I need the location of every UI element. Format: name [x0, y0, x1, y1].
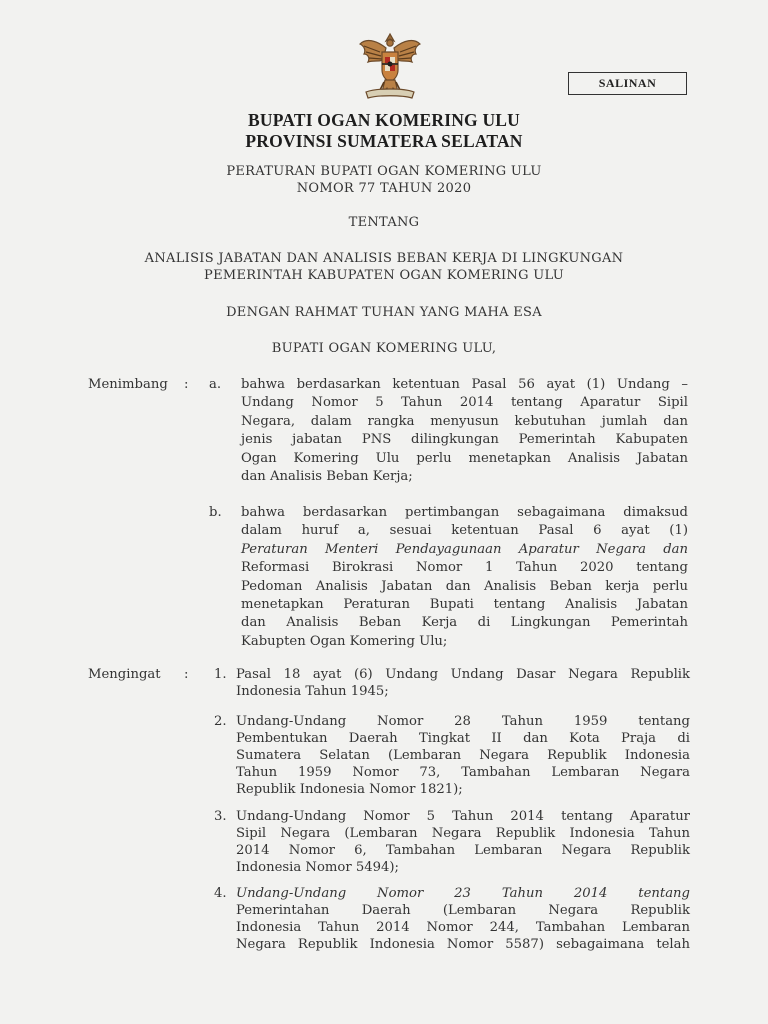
regulation-line-1: PERATURAN BUPATI OGAN KOMERING ULU	[226, 164, 542, 179]
title-line-1: BUPATI OGAN KOMERING ULU	[247, 110, 520, 130]
mengingat-label: Mengingat	[88, 667, 161, 682]
menimbang-item-b	[241, 504, 688, 651]
text-line: Sumatera Selatan (Lembaran Negara Republik Indonesia	[236, 748, 690, 763]
title-line-2: PROVINSI SUMATERA SELATAN	[245, 131, 523, 151]
mengingat-marker-1: 1.	[214, 667, 227, 682]
menimbang-marker-a: a.	[209, 377, 222, 392]
text-line: Negara, dalam rangka menyusun kebutuhan jumlah dan	[241, 413, 688, 429]
text-line: 2014 Nomor 6, Tambahan Lembaran Negara Republik	[236, 843, 690, 858]
subject-line-2: PEMERINTAH KABUPATEN OGAN KOMERING ULU	[204, 268, 564, 283]
text-line: Pedoman Analisis Jabatan dan Analisis Beban kerja perlu	[241, 578, 688, 594]
text-line: Indonesia Nomor 5494);	[236, 860, 399, 875]
menimbang-label: Menimbang	[88, 377, 168, 392]
salinan-badge: SALINAN	[568, 72, 687, 95]
mengingat-colon: :	[184, 667, 189, 682]
regulation-line-2: NOMOR 77 TAHUN 2020	[296, 181, 472, 196]
text-line: Pemerintahan Daerah (Lembaran Negara Republik	[236, 903, 690, 918]
text-line: Sipil Negara (Lembaran Negara Republik Indonesia Tahun	[236, 826, 690, 841]
text-line: Pasal 18 ayat (6) Undang Undang Dasar Negara Republik	[236, 667, 690, 682]
mengingat-item-1	[236, 666, 690, 700]
text-line: Indonesia Tahun 2014 Nomor 244, Tambahan Lembaran	[236, 920, 690, 935]
text-line: Undang Nomor 5 Tahun 2014 tentang Aparatur Sipil	[241, 395, 688, 411]
menimbang-item-a	[241, 376, 688, 486]
text-line: dan Analisis Beban Kerja;	[241, 468, 413, 484]
menimbang-marker-b: b.	[209, 505, 222, 520]
menimbang-colon: :	[184, 377, 189, 392]
text-line: menetapkan Peraturan Bupati tentang Analisis Jabatan	[241, 596, 688, 612]
authority-line: BUPATI OGAN KOMERING ULU,	[271, 341, 497, 356]
text-line: Indonesia Tahun 1945;	[236, 684, 389, 699]
text-line: Reformasi Birokrasi Nomor 1 Tahun 2020 tentang	[241, 560, 688, 576]
text-line: Kabupten Ogan Komering Ulu;	[241, 633, 448, 649]
text-line: Undang-Undang Nomor 5 Tahun 2014 tentang Aparatur	[236, 809, 690, 824]
mengingat-item-3	[236, 808, 690, 876]
text-line: Tahun 1959 Nomor 73, Tambahan Lembaran Negara	[236, 765, 690, 780]
text-line: Republik Indonesia Nomor 1821);	[236, 782, 463, 797]
subject-line-1: ANALISIS JABATAN DAN ANALISIS BEBAN KERJA DI LINGKUNGAN	[144, 251, 624, 266]
text-line: bahwa berdasarkan ketentuan Pasal 56 ayat (1) Undang –	[241, 377, 688, 392]
text-line: Undang-Undang Nomor 23 Tahun 2014 tentang	[236, 886, 690, 901]
text-line: dan Analisis Beban Kerja di Lingkungan Pemerintah	[241, 615, 688, 631]
tentang-heading: TENTANG	[348, 215, 420, 230]
text-line: jenis jabatan PNS dilingkungan Pemerintah Kabupaten	[241, 432, 688, 448]
garuda-emblem	[352, 30, 428, 106]
text-line: Undang-Undang Nomor 28 Tahun 1959 tentang	[236, 714, 690, 729]
text-line: Pembentukan Daerah Tingkat II dan Kota Praja di	[236, 731, 690, 746]
mengingat-marker-2: 2.	[214, 714, 227, 729]
mengingat-marker-4: 4.	[214, 886, 227, 901]
text-line: dalam huruf a, sesuai ketentuan Pasal 6 ayat (1)	[241, 523, 688, 539]
mengingat-marker-3: 3.	[214, 809, 227, 824]
text-line: Ogan Komering Ulu perlu menetapkan Analisis Jabatan	[241, 450, 688, 466]
mengingat-item-2	[236, 713, 690, 798]
text-line: bahwa berdasarkan pertimbangan sebagaimana dimaksud	[241, 505, 688, 520]
invocation-line: DENGAN RAHMAT TUHAN YANG MAHA ESA	[226, 305, 542, 320]
mengingat-item-4	[236, 885, 690, 953]
text-line: Negara Republik Indonesia Nomor 5587) sebagaimana telah	[236, 937, 690, 952]
text-line: Peraturan Menteri Pendayagunaan Aparatur Negara dan	[241, 541, 688, 557]
